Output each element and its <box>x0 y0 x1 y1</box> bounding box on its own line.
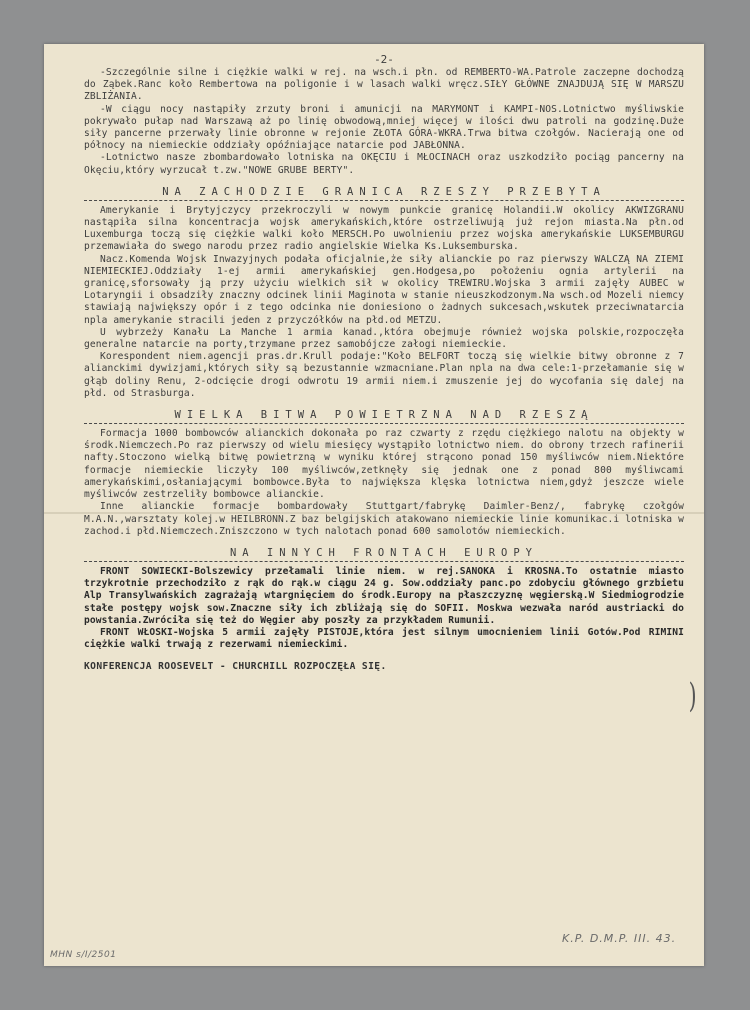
document-sheet <box>44 44 704 966</box>
page-number: -2- <box>374 53 394 66</box>
footer-conference-line: KONFERENCJA ROOSEVELT - CHURCHILL ROZPOCZĘŁA SIĘ. <box>84 661 387 673</box>
pencil-bracket-mark: ) <box>688 676 697 716</box>
paragraph-top-2: -W ciągu nocy nastąpiły zrzuty broni i amunicji na MARYMONT i KAMPI-NOS.Lotnictwo myśliwskie pokrywało pułap nad Warszawą aż po linię obwodową,mniej więcej w ilości dwu patroli na godzinę.Duże siły pancerne przerwały linie obronne w rejonie ZŁOTA GÓRA-WKRA.Trwa bitwa czołgów. Nacierają one od północy na niemieckie oddziały opóźniające natarcie pod JABŁONNA. <box>84 103 684 152</box>
archive-mark-right: K.P. D.M.P. III. 43. <box>562 932 677 945</box>
document-body <box>84 54 684 672</box>
paragraph-west-4: Korespondent niem.agencji pras.dr.Krull podaje:"Koło BELFORT toczą się wielkie bitwy obronne z 7 alianckimi dywizjami,których siły są bezustannie wzmacniane.Plan npla na dwa cele:1-przełamanie się w głąb doliny Renu, 2-odcięcie drogi odwrotu 19 armii niem.i zmuszenie jej do wycofania się dalej na płd. od Strasburga. <box>84 351 684 399</box>
section-heading-fronts: NA INNYCH FRONTACH EUROPY <box>84 546 684 562</box>
section-heading-west: NA ZACHODZIE GRANICA RZESZY PRZEBYTA <box>84 185 684 201</box>
paragraph-west-2: Nacz.Komenda Wojsk Inwazyjnych podała oficjalnie,że siły alianckie po raz pierwszy WALCZĄ NA ZIEMI NIEMIECKIEJ.Oddziały 1-ej armii amerykańskiej gen.Hodgesa,po położeniu ognia artylerii na granicę,sforsowały ją przy użyciu wielkich sił w okolicy TREWIRU.Wojska 3 armii zajęły AUBEC w Lotaryngii i obsadziły znaczny odcinek linii Maginota w stanie nieuszkodzonym.Na wsch.od Mozeli niemcy stawiają największy opór i z tego odcinka nie doniesiono o żadnych sukcesach,wskutek przeciwnatarcia npla amerykanie stracili jeden z przyczółków na płd.od METZU. <box>84 253 684 326</box>
paragraph-air-2: Inne alianckie formacje bombardowały Stuttgart/fabrykę Daimler-Benz/, fabrykę czołgów M.A.N.,warsztaty kolej.w HEILBRONN.Z baz belgijskich atakowano niemieckie linie komunikac.i lotniska w zachod.i płd.Niemczech.Zniszczono w tych nalotach ponad 600 samolotów niemieckich. <box>84 501 684 537</box>
section-heading-air: WIELKA BITWA POWIETRZNA NAD RZESZĄ <box>84 408 684 424</box>
paragraph-west-1: Amerykanie i Brytyjczycy przekroczyli w nowym punkcie granicę Holandii.W okolicy AKWIZGRANU nastąpiła silna koncentracja wojsk amerykańskich,które ostrzeliwują już rejon miasta.Na płn.od Luxemburga toczą się ciężkie walki koło MERSCH.Po uwolnieniu przez wojska amerykańskie LUKSEMBURGU przemawiała do swego narodu przez radio angielskie Wielka Ks.Luksemburska. <box>84 204 684 253</box>
paragraph-fronts-1: FRONT SOWIECKI-Bolszewicy przełamali linie niem. w rej.SANOKA i KROSNA.To ostatnie miasto trzykrotnie przechodziło z rąk do rąk.w ciągu 24 g. Sow.oddziały panc.po zdobyciu głównego grzbietu Alp Transylwańskich zagrażają wtargnięciem do środk.Europy na płaszczyznę węgierską.W Siedmiogrodzie stałe postępy wojsk sow.Znaczne siły ich zbliżają się do SOFII. Moskwa wezwała naród austriacki do powstania.Zwróciła się też do Węgier aby poszły za przykładem Rumunii. <box>84 565 684 626</box>
paragraph-air-1: Formacja 1000 bombowców alianckich dokonała po raz czwarty z rzędu ciężkiego nalotu na objekty w środk.Niemczech.Po raz pierwszy od wielu miesięcy wystąpiło lotnictwo niem. do obrony trzech rafinerii nafty.Stoczono wielką bitwę powietrzną w wyniku której strącono ponad 150 myśliwców niem.Niektóre formacje niemieckie liczyły 100 myśliwców,zetknęły się jednak one z ponad 800 myśliwcami amerykańskimi,osłaniającymi bombowce.Była to największa klęska lotnictwa niem,gdyż jeszcze wiele myśliwców zestrzeliły bombowce alianckie. <box>84 428 684 501</box>
paragraph-west-3: U wybrzeży Kanału La Manche 1 armia kanad.,która obejmuje również wojska polskie,rozpoczęła generalne natarcie na porty,trzymane przez samobójcze załogi niemieckie. <box>84 326 684 351</box>
archive-mark-left: MHN s/I/2501 <box>50 950 117 960</box>
paragraph-top-1: -Szczególnie silne i ciężkie walki w rej. na wsch.i płn. od REMBERTO-WA.Patrole zaczepne dochodzą do Ząbek.Ranc koło Rembertowa na poligonie i w lasach walki wręcz.SIŁY GŁÓWNE ZNAJDUJĄ SIĘ W MARSZU ZBLIŻANIA. <box>84 67 684 103</box>
paragraph-fronts-2: FRONT WŁOSKI-Wojska 5 armii zajęły PISTOJE,która jest silnym umocnieniem linii Gotów.Pod RIMINI ciężkie walki trwają z rezerwami niemieckimi. <box>84 626 684 651</box>
paragraph-top-3: -Lotnictwo nasze zbombardowało lotniska na OKĘCIU i MŁOCINACH oraz uszkodziło pociąg pancerny na Okęciu,który wyrzucał t.zw."NOWE GRUBE BERTY". <box>84 152 684 176</box>
